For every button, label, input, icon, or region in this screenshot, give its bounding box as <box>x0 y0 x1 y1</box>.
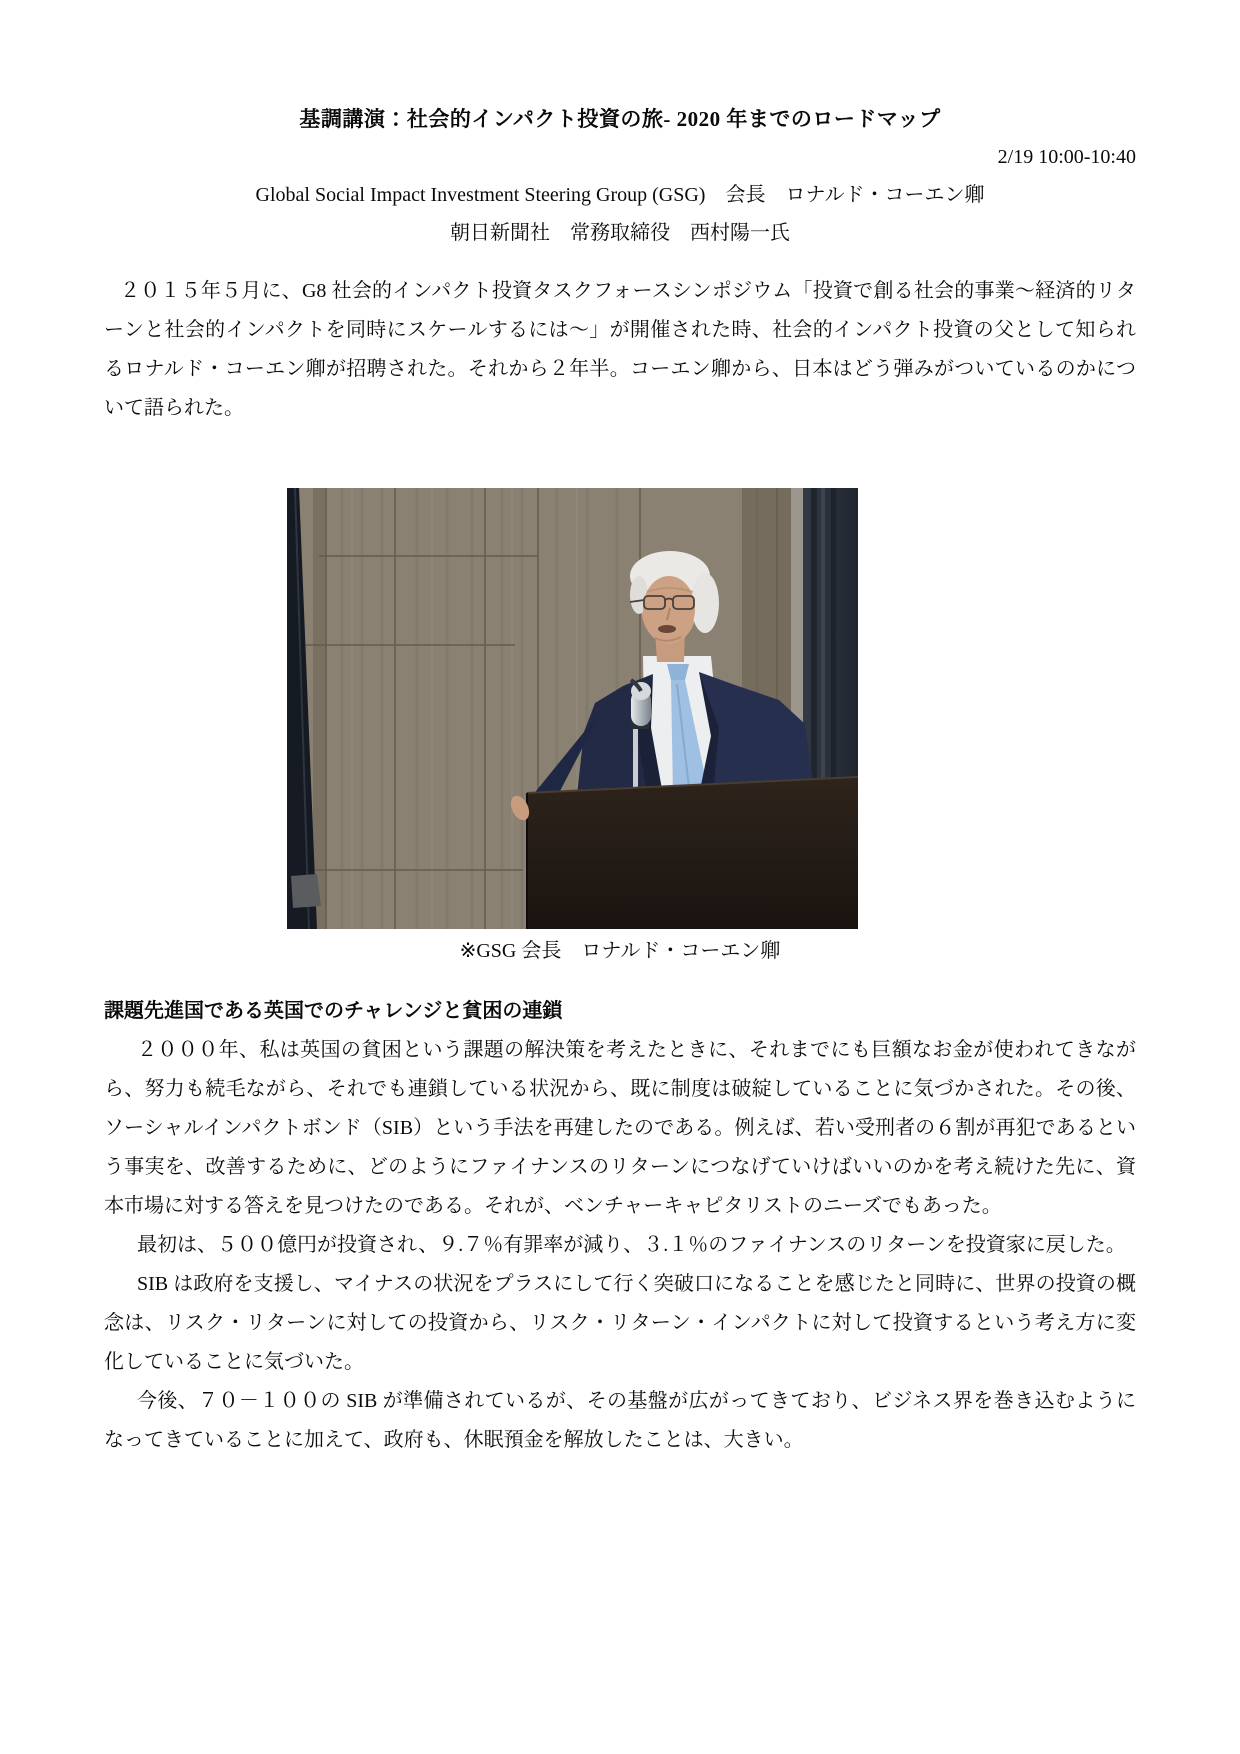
section-paragraph-2: 最初は、５００億円が投資され、９.７％有罪率が減り、３.１％のファイナンスのリターンを投資家に戻した。 <box>137 1234 1126 1256</box>
section-paragraph-4: 今後、７０－１００の SIB が準備されているが、その基盤が広がってきており、ビジネス界を巻き込むようになってきていることに加えて、政府も、休眠預金を解放したことは、大きい。 <box>104 1390 1136 1451</box>
document-content <box>104 0 1136 1460</box>
section-heading: 課題先進国である英国でのチャレンジと貧困の連鎖 <box>104 1000 563 1022</box>
section-paragraph-1: ２０００年、私は英国の貧困という課題の解決策を考えたときに、それまでにも巨額なお金が使われてきながら、努力も続毛ながら、それでも連鎖している状況から、既に制度は破綻していることに気づかされた。その後、ソーシャルインパクトボンド（SIB）という手法を再建したのである。例えば、若い受刑者の６割が再犯であるという事実を、改善するために、どのようにファイナンスのリターンにつなげていけばいいのかを考え続けた先に、資本市場に対する答えを見つけたのである。それが、ベンチャーキャピタリストのニーズでもあった。 <box>104 1039 1136 1217</box>
podium <box>507 777 858 929</box>
section-paragraph-3: SIB は政府を支援し、マイナスの状況をプラスにして行く突破口になることを感じたと同時に、世界の投資の概念は、リスク・リターンに対しての投資から、リスク・リターン・インパクトに対して投資するという考え方に変化していることに気づいた。 <box>104 1273 1136 1373</box>
photo-caption: ※GSG 会長 ロナルド・コーエン卿 <box>459 940 781 962</box>
keynote-speaker-photo <box>287 488 858 929</box>
speaker-line-1: Global Social Impact Investment Steering Group (GSG) 会長 ロナルド・コーエン卿 <box>255 184 985 206</box>
lead-paragraph: ２０１５年５月に、G8 社会的インパクト投資タスクフォースシンポジウム「投資で創る社会的事業〜経済的リターンと社会的インパクトを同時にスケールするには〜」が開催された時、社会的インパクト投資の父として知られるロナルド・コーエン卿が招聘された。それから２年半。コーエン卿から、日本はどう弾みがついているのかについて語られた。 <box>104 280 1136 419</box>
speaker-photo-illustration <box>287 488 858 929</box>
page-title: 基調講演：社会的インパクト投資の旅- 2020 年までのロードマップ <box>299 107 941 131</box>
session-time: 2/19 10:00-10:40 <box>997 146 1136 168</box>
speaker-line-2: 朝日新聞社 常務取締役 西村陽一氏 <box>450 222 790 244</box>
photo-figure <box>104 488 1136 971</box>
